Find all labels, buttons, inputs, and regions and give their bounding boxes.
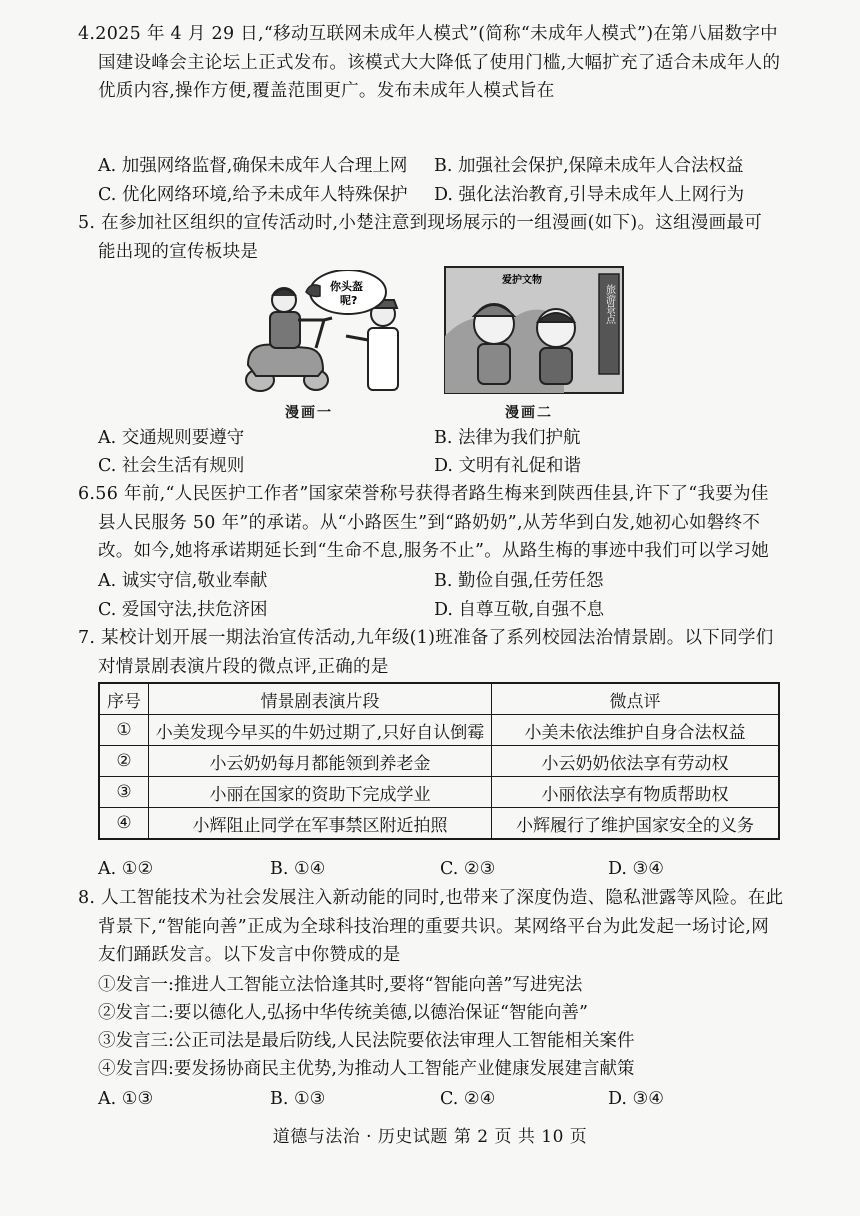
question-5-stem	[78, 209, 778, 266]
rider-body	[270, 312, 300, 348]
q8-line-3: 友们踊跃发言。以下发言中你赞成的是	[98, 945, 401, 965]
q4-option-b[interactable]: B. 加强社会保护,保障未成年人合法权益	[434, 156, 744, 176]
q6-options-row-2	[98, 596, 778, 624]
table-cell: 小辉履行了维护国家安全的义务	[492, 808, 780, 840]
scooter-handle	[316, 318, 332, 348]
q7-options-row	[98, 855, 778, 883]
page-footer: 道德与法治 · 历史试题 第 2 页 共 10 页	[272, 1127, 588, 1147]
sign-text: 爱护文物	[502, 275, 542, 286]
comic-2-caption: 漫画二	[505, 405, 553, 421]
q6-option-a[interactable]: A. 诚实守信,敬业奉献	[98, 571, 268, 591]
table-cell: ①	[99, 715, 149, 746]
comic-1-illustration	[228, 270, 418, 395]
scenic-post-text: 旅游景点	[603, 284, 615, 324]
q6-options-row-1	[98, 567, 778, 595]
table-cell: 小丽在国家的资助下完成学业	[149, 777, 492, 808]
q8-option-a[interactable]: A. ①③	[98, 1089, 154, 1109]
question-6-stem	[78, 480, 778, 566]
bubble-text-2: 呢?	[340, 294, 358, 307]
q5-option-d[interactable]: D. 文明有礼促和谐	[434, 456, 582, 476]
q8-options-row	[98, 1085, 778, 1113]
table-header-cell: 情景剧表演片段	[149, 683, 492, 715]
officer-arm	[346, 336, 368, 340]
q7-option-a[interactable]: A. ①②	[98, 859, 154, 879]
q5-line-1: 5. 在参加社区组织的宣传活动时,小楚注意到现场展示的一组漫画(如下)。这组漫画最可	[78, 213, 763, 233]
q6-option-b[interactable]: B. 勤俭自强,任劳任怨	[434, 571, 604, 591]
q6-line-3: 改。如今,她将承诺期延长到“生命不息,服务不止”。从路生梅的事迹中我们可以学习她	[98, 541, 770, 561]
table-cell: 小辉阻止同学在军事禁区附近拍照	[149, 808, 492, 840]
q8-option-b[interactable]: B. ①③	[270, 1089, 326, 1109]
table-row	[99, 746, 779, 777]
q7-line-1: 7. 某校计划开展一期法治宣传活动,九年级(1)班准备了系列校园法治情景剧。以下同学们	[78, 628, 774, 648]
q8-option-c[interactable]: C. ②④	[440, 1089, 496, 1109]
q7-option-b[interactable]: B. ①④	[270, 859, 326, 879]
q4-options-row-2	[98, 181, 778, 209]
q6-option-d[interactable]: D. 自尊互敬,自强不息	[434, 600, 605, 620]
q4-option-c[interactable]: C. 优化网络环境,给予未成年人特殊保护	[98, 185, 408, 205]
q4-option-a[interactable]: A. 加强网络监督,确保未成年人合理上网	[98, 156, 408, 176]
question-4-stem	[78, 20, 781, 106]
helmet-icon	[306, 285, 320, 297]
bubble-text-1: 你头盔	[330, 280, 363, 293]
q8-line-2: 背景下,“智能向善”正成为全球科技治理的重要共识。某网络平台为此发起一场讨论,网	[98, 916, 770, 937]
q5-option-b[interactable]: B. 法律为我们护航	[434, 428, 581, 448]
table-header-cell: 序号	[99, 683, 149, 715]
comic-1-caption: 漫画一	[285, 405, 333, 421]
q4-line-3: 优质内容,操作方便,覆盖范围更广。发布未成年人模式旨在	[98, 81, 555, 101]
q4-line-2: 国建设峰会主论坛上正式发布。该模式大大降低了使用门槛,大幅扩充了适合未成年人的	[98, 52, 781, 73]
table-cell: ④	[99, 808, 149, 840]
q8-statement-2: ②发言二:要以德化人,弘扬中华传统美德,以德治保证“智能向善”	[98, 1003, 588, 1023]
question-8-stem	[78, 884, 784, 970]
q8-option-d[interactable]: D. ③④	[608, 1089, 664, 1109]
q5-options-row-2	[98, 452, 778, 480]
scooter-body	[248, 345, 323, 376]
q7-table	[98, 682, 780, 840]
table-header-row	[99, 683, 779, 715]
table-row	[99, 715, 779, 746]
q8-statement-1: ①发言一:推进人工智能立法恰逢其时,要将“智能向善”写进宪法	[98, 975, 583, 995]
table-row	[99, 808, 779, 840]
q4-options-row-1	[98, 152, 778, 180]
q5-option-a[interactable]: A. 交通规则要遵守	[98, 428, 245, 448]
q5-line-2: 能出现的宣传板块是	[98, 241, 259, 262]
q4-option-d[interactable]: D. 强化法治教育,引导未成年人上网行为	[434, 185, 745, 205]
comic-2-illustration	[444, 266, 624, 394]
q7-line-2: 对情景剧表演片段的微点评,正确的是	[98, 656, 389, 677]
rider-hair	[272, 289, 296, 296]
q5-option-c[interactable]: C. 社会生活有规则	[98, 456, 245, 476]
q8-line-1: 8. 人工智能技术为社会发展注入新动能的同时,也带来了深度伪造、隐私泄露等风险。在此	[78, 888, 784, 908]
kid-2-body	[540, 348, 572, 384]
q6-option-c[interactable]: C. 爱国守法,扶危济困	[98, 600, 268, 620]
q6-line-2: 县人民服务 50 年”的承诺。从“小路医生”到“路奶奶”,从芳华到白发,她初心如磐终不	[98, 512, 761, 533]
q7-option-d[interactable]: D. ③④	[608, 859, 664, 879]
q8-statement-4: ④发言四:要发扬协商民主优势,为推动人工智能产业健康发展建言献策	[98, 1059, 635, 1079]
q5-options-row-1	[98, 424, 778, 452]
officer-body	[368, 328, 398, 390]
q8-statement-3: ③发言三:公正司法是最后防线,人民法院要依法审理人工智能相关案件	[98, 1031, 635, 1051]
table-row	[99, 777, 779, 808]
table-header-cell: 微点评	[492, 683, 780, 715]
table-cell: 小云奶奶每月都能领到养老金	[149, 746, 492, 777]
table-cell: 小丽依法享有物质帮助权	[492, 777, 780, 808]
table-cell: ③	[99, 777, 149, 808]
q4-line-1: 4.2025 年 4 月 29 日,“移动互联网未成年人模式”(简称“未成年人模式”)在第八届数字中	[78, 24, 778, 44]
kid-1-body	[478, 344, 510, 384]
question-7-stem	[78, 624, 778, 681]
table-cell: 小美发现今早买的牛奶过期了,只好自认倒霉	[149, 715, 492, 746]
table-cell: 小美未依法维护自身合法权益	[492, 715, 780, 746]
table-cell: 小云奶奶依法享有劳动权	[492, 746, 780, 777]
q7-option-c[interactable]: C. ②③	[440, 859, 496, 879]
q6-line-1: 6.56 年前,“人民医护工作者”国家荣誉称号获得者路生梅来到陕西佳县,许下了“我要为佳	[78, 484, 769, 504]
table-cell: ②	[99, 746, 149, 777]
